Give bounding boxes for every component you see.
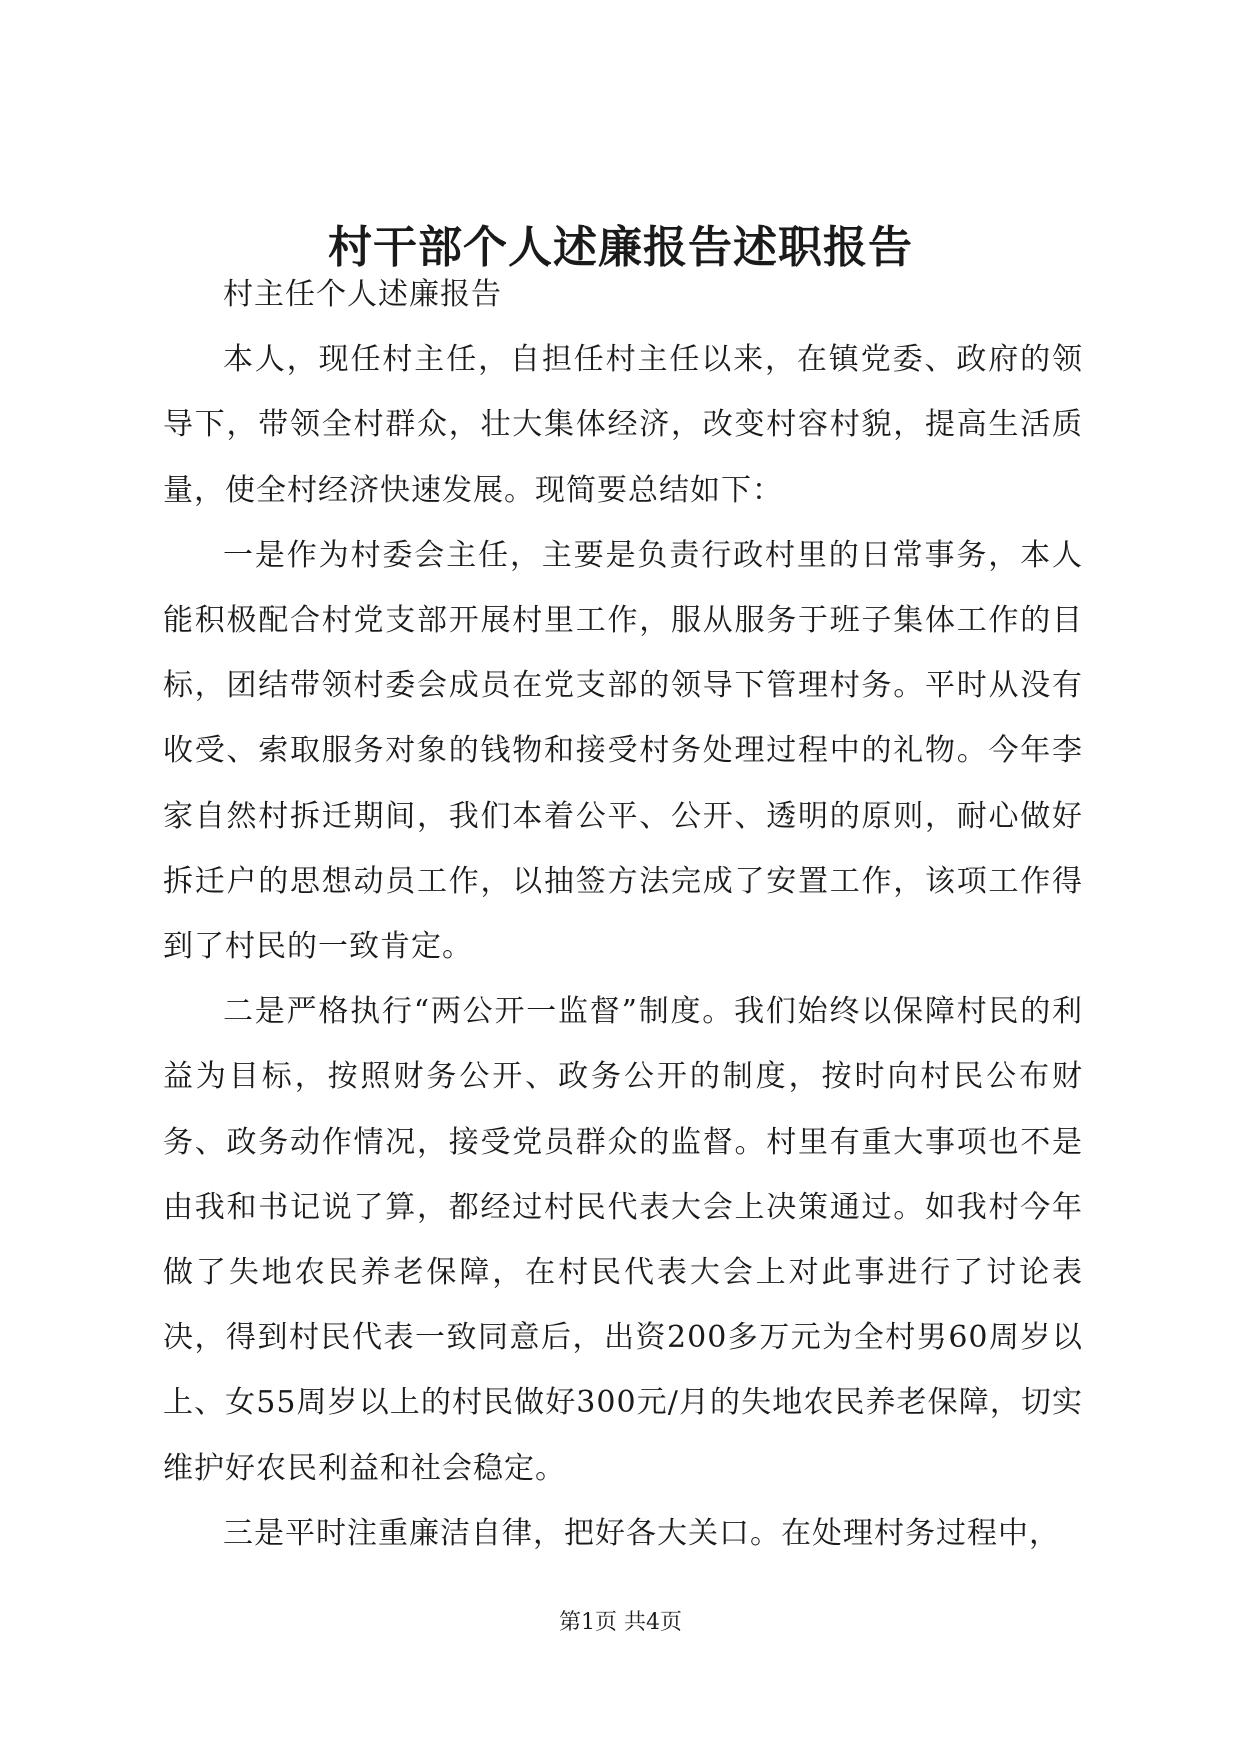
document-body bbox=[163, 262, 1083, 1566]
intro-paragraph: 本人，现任村主任，自担任村主任以来，在镇党委、政府的领导下，带领全村群众，壮大集体经济，改变村容村貌，提高生活质量，使全村经济快速发展。现简要总结如下： bbox=[163, 342, 1083, 508]
point-three-paragraph: 三是平时注重廉洁自律，把好各大关口。在处理村务过程中， bbox=[223, 1515, 1060, 1551]
point-two-paragraph: 二是严格执行“两公开一监督”制度。我们始终以保障村民的利益为目标，按照财务公开、政务公开的制度，按时向村民公布财务、政务动作情况，接受党员群众的监督。村里有重大事项也不是由我和书记说了算，都经过村民代表大会上决策通过。如我村今年做了失地农民养老保障，在村民代表大会上对此事进行了讨论表决，得到村民代表一致同意后，出资200多万元为全村男60周岁以上、女55周岁以上的村民做好300元/月的失地农民养老保障，切实维护好农民利益和社会稳定。 bbox=[163, 994, 1083, 1486]
point-one-paragraph: 一是作为村委会主任，主要是负责行政村里的日常事务，本人能积极配合村党支部开展村里工作，服从服务于班子集体工作的目标，团结带领村委会成员在党支部的领导下管理村务。平时从没有收受、索取服务对象的钱物和接受村务处理过程中的礼物。今年李家自然村拆迁期间，我们本着公平、公开、透明的原则，耐心做好拆迁户的思想动员工作，以抽签方法完成了安置工作，该项工作得到了村民的一致肯定。 bbox=[163, 537, 1083, 965]
subtitle-paragraph: 村主任个人述廉报告 bbox=[223, 277, 502, 312]
document-title: 村干部个人述廉报告述职报告 bbox=[328, 222, 913, 273]
page-footer: 第1页 共4页 bbox=[559, 1610, 682, 1635]
